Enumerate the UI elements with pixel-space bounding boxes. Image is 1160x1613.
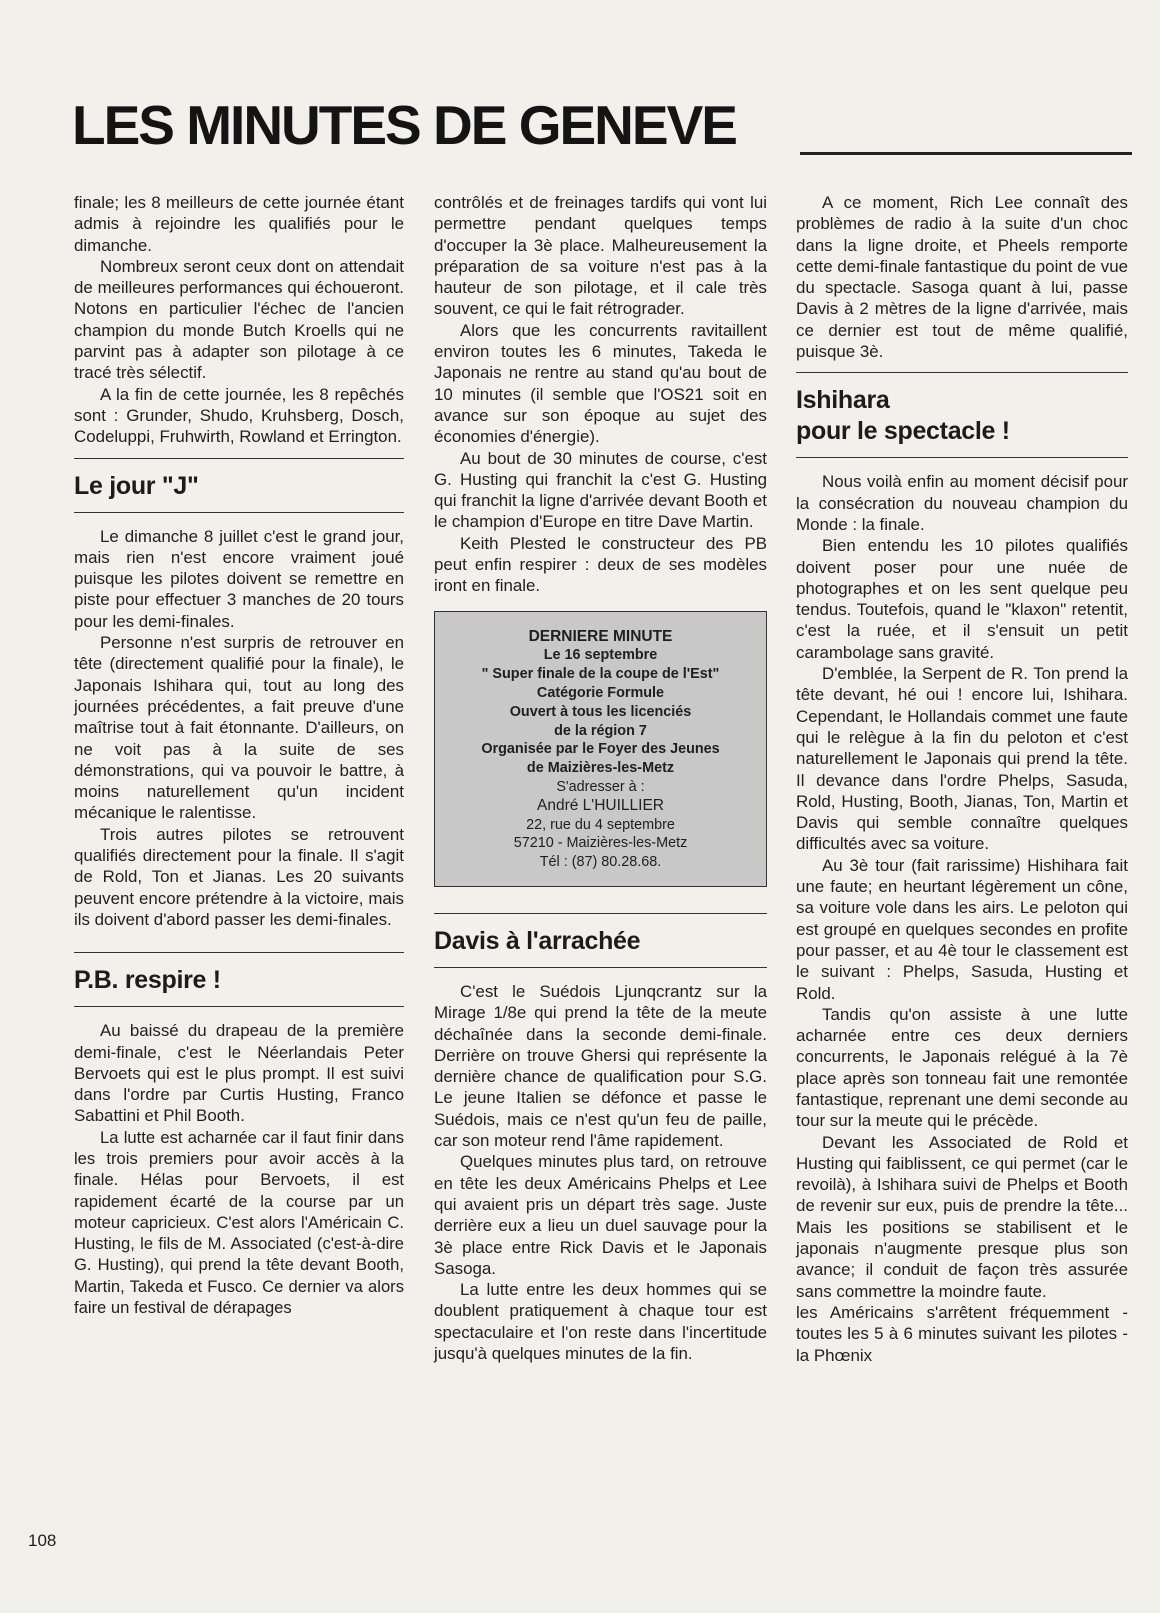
title-rule	[800, 152, 1132, 155]
section-heading-jour-j: Le jour "J"	[74, 471, 199, 500]
section-heading-pb-respire: P.B. respire !	[74, 966, 221, 995]
paragraph: Alors que les concurrents ravitaillent environ toutes les 6 minutes, Takeda le Japonais ne rentre au stand qu'au bout de 10 minutes (il semble que l'OS21 soit en avance sur son époque au sujet des économies d'énergie).	[434, 320, 767, 447]
paragraph: Keith Plested le constructeur des PB peut enfin respirer : deux de ses modèles iront en finale.	[434, 533, 767, 596]
box-line: de Maizières-les-Metz	[526, 760, 675, 777]
paragraph: Tandis qu'on assiste à une lutte acharnée entre ces deux derniers concurrents, le Japonais relégué à la 7è place après son tonneau fait une remontée fantastique, reprenant une demi seconde au tour sur la meute qui le précède.	[796, 1004, 1128, 1131]
box-line: Ouvert à tous les licenciés	[509, 703, 692, 720]
paragraph: les Américains s'arrêtent fréquemment - toutes les 5 à 6 minutes suivant les pilotes - la Phœnix	[796, 1302, 1128, 1365]
heading-line: pour le spectacle !	[796, 417, 1010, 446]
box-line: 57210 - Maizières-les-Metz	[513, 835, 688, 852]
section-rule	[796, 457, 1128, 458]
box-line: DERNIERE MINUTE	[528, 627, 673, 645]
box-line: Tél : (87) 80.28.68.	[539, 854, 662, 871]
box-line: Le 16 septembre	[543, 647, 658, 664]
box-line: 22, rue du 4 septembre	[526, 816, 675, 833]
derniere-minute-box	[434, 611, 767, 887]
page-title: LES MINUTES DE GENEVE	[72, 94, 736, 156]
paragraph: contrôlés et de freinages tardifs qui vont lui permettre pendant quelques temps d'occuper la 3è place. Malheureusement la préparation de sa voiture n'est pas à la hauteur de son pilotage, et il cale très souvent, ce qui le fait rétrograder.	[434, 193, 767, 319]
paragraph: A la fin de cette journée, les 8 repêchés sont : Grunder, Shudo, Kruhsberg, Dosch, Codeluppi, Fruhwirth, Rowland et Errington.	[74, 384, 404, 447]
box-line: Organisée par le Foyer des Jeunes	[481, 741, 720, 758]
page-number: 108	[28, 1531, 57, 1550]
paragraph: Au baissé du drapeau de la première demi-finale, c'est le Néerlandais Peter Bervoets qui est le plus prompt. Il est suivi dans l'ordre par Curtis Husting, Franco Sabattini et Phil Booth.	[74, 1021, 404, 1126]
paragraph: finale; les 8 meilleurs de cette journée étant admis à rejoindre les qualifiés pour le dimanche.	[74, 193, 404, 255]
section-rule	[434, 967, 767, 968]
section-rule	[74, 1006, 404, 1007]
paragraph: La lutte entre les deux hommes qui se doublent pratiquement à chaque tour est spectaculaire et l'on reste dans l'incertitude jusqu'à quelques minutes de la fin.	[434, 1280, 767, 1364]
heading-line: Ishihara	[796, 386, 890, 415]
paragraph: Devant les Associated de Rold et Husting qui faiblissent, ce qui permet (car le revoilà), à Ishihara suivi de Phelps et Booth de revenir sur eux, puis de prendre la tête... Mais les positions se stabilisent et le japonais n'augmente presque plus son avance; il conduit de façon très assurée sans commettre la moindre faute.	[796, 1132, 1128, 1301]
section-heading-davis: Davis à l'arrachée	[434, 927, 641, 955]
column-2	[434, 192, 767, 1364]
column-3	[796, 192, 1128, 1366]
section-rule	[74, 952, 404, 953]
paragraph: Personne n'est surpris de retrouver en tête (directement qualifié pour la finale), le Japonais Ishihara qui, tout au long des journées précédentes, a fait preuve d'une maîtrise tout à fait étonnante. D'ailleurs, on ne voit pas à la suite de ses démonstrations, qui va pouvoir le battre, à moins naturellement qu'un incident mécanique le ralentisse.	[74, 633, 404, 823]
box-line: S'adresser à :	[556, 779, 645, 796]
paragraph: Nous voilà enfin au moment décisif pour la consécration du nouveau champion du Monde : la finale.	[796, 472, 1128, 534]
paragraph: Trois autres pilotes se retrouvent qualifiés directement pour la finale. Il s'agit de Rold, Ton et Jianas. Les 20 suivants peuvent encore prétendre à la victoire, mais ils doivent d'abord passer les demi-finales.	[74, 824, 404, 929]
box-line: de la région 7	[554, 722, 647, 739]
section-rule	[74, 458, 404, 459]
paragraph: Le dimanche 8 juillet c'est le grand jour, mais rien n'est encore vraiment joué puisque les pilotes doivent se remettre en piste pour effectuer 3 manches de 20 tours pour les demi-finales.	[74, 526, 404, 631]
paragraph: D'emblée, la Serpent de R. Ton prend la tête devant, hé oui ! encore lui, Ishihara. Cependant, le Hollandais commet une faute qui le relègue à la fin du peloton et c'est naturellement le Japonais qui prend la tête. Il devance dans l'ordre Phelps, Sasuda, Rold, Husting, Booth, Jianas, Ton, Martin et Davis qui semble connaître quelques difficultés avec sa voiture.	[796, 664, 1128, 854]
box-line: Catégorie Formule	[536, 685, 665, 702]
box-line: André L'HUILLIER	[536, 796, 665, 814]
paragraph: C'est le Suédois Ljunqcrantz sur la Mirage 1/8e qui prend la tête de la meute déchaînée dans la seconde demi-finale. Derrière on trouve Ghersi qui représente la dernière chance de qualification pour S.G. Le jeune Italien se défonce et passe le Suédois, mais ce n'est qu'un feu de paille, car son moteur rend l'âme rapidement.	[434, 982, 767, 1151]
paragraph: Quelques minutes plus tard, on retrouve en tête les deux Américains Phelps et Lee qui avaient pris un départ très sage. Juste derrière eux a lieu un duel sauvage pour la 3è place entre Rick Davis et le Japonais Sasoga.	[434, 1152, 767, 1278]
section-heading-ishihara	[796, 385, 1128, 447]
paragraph: La lutte est acharnée car il faut finir dans les trois premiers pour avoir accès à la finale. Hélas pour Bervoets, il est rapidement écarté de la course par un moteur capricieux. C'est alors l'Américain C. Husting, le fils de M. Associated (c'est-à-dire G. Husting), qui prend la tête devant Booth, Martin, Takeda et Fusco. Ce dernier va alors faire un festival de dérapages	[74, 1127, 404, 1318]
paragraph: Au bout de 30 minutes de course, c'est G. Husting qui franchit la c'est G. Husting qui franchit la ligne d'arrivée devant Booth et le champion d'Europe en titre Dave Martin.	[434, 448, 767, 532]
box-line: " Super finale de la coupe de l'Est"	[481, 666, 720, 683]
paragraph: A ce moment, Rich Lee connaît des problèmes de radio à la suite d'un choc dans la ligne droite, et Pheels remporte cette demi-finale fantastique du point de vue du spectacle. Sasoga quant à lui, passe Davis à 2 mètres de la ligne d'arrivée, mais ce dernier est tout de même qualifié, puisque 3è.	[796, 193, 1128, 362]
paragraph: Au 3è tour (fait rarissime) Hishihara fait une faute; en heurtant légèrement un cône, sa voiture vole dans les airs. Le peloton qui est groupé en quelques secondes en profite pour passer, et au 4è tour le classement est le suivant : Phelps, Sasuda, Husting et Rold.	[796, 855, 1128, 1003]
column-1	[74, 192, 404, 1318]
section-rule	[434, 913, 767, 914]
paragraph: Bien entendu les 10 pilotes qualifiés doivent poser pour une nuée de photographes et on les sent quelque peu tendus. Toutefois, quand le "klaxon" retentit, c'est la ruée, et il s'ensuit un petit carambolage sans gravité.	[796, 536, 1128, 662]
section-rule	[74, 512, 404, 513]
section-rule	[796, 372, 1128, 373]
paragraph: Nombreux seront ceux dont on attendait de meilleures performances qui échoueront. Notons en particulier l'échec de l'ancien champion du monde Butch Kroells qui ne parvint pas à adapter son pilotage à ce tracé très sélectif.	[74, 256, 404, 383]
